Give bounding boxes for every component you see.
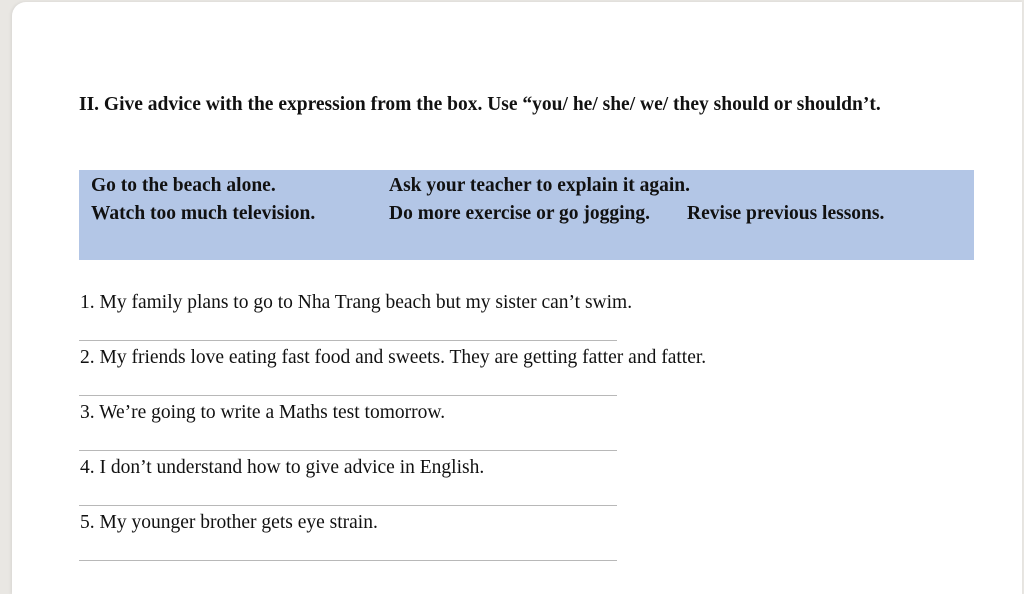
worksheet-page bbox=[12, 2, 1022, 594]
question-5: 5. My younger brother gets eye strain. bbox=[80, 512, 378, 533]
phrase-revise-lessons: Revise previous lessons. bbox=[687, 203, 885, 224]
answer-line-2[interactable] bbox=[79, 395, 617, 396]
answer-line-4[interactable] bbox=[79, 505, 617, 506]
question-4: 4. I don’t understand how to give advice in English. bbox=[80, 457, 485, 478]
answer-line-1[interactable] bbox=[79, 340, 617, 341]
answer-line-3[interactable] bbox=[79, 450, 617, 451]
question-3: 3. We’re going to write a Maths test tomorrow. bbox=[80, 402, 446, 423]
exercise-heading: II. Give advice with the expression from the box. Use “you/ he/ she/ we/ they should or shouldn’t. bbox=[79, 94, 881, 115]
answer-line-5[interactable] bbox=[79, 560, 617, 561]
phrase-go-to-beach-alone: Go to the beach alone. bbox=[91, 175, 276, 196]
phrase-watch-television: Watch too much television. bbox=[91, 203, 316, 224]
question-2: 2. My friends love eating fast food and sweets. They are getting fatter and fatter. bbox=[80, 347, 707, 368]
phrase-ask-teacher: Ask your teacher to explain it again. bbox=[389, 175, 690, 196]
phrase-do-more-exercise: Do more exercise or go jogging. bbox=[389, 203, 651, 224]
expression-box bbox=[79, 170, 974, 260]
question-1: 1. My family plans to go to Nha Trang beach but my sister can’t swim. bbox=[80, 292, 633, 313]
